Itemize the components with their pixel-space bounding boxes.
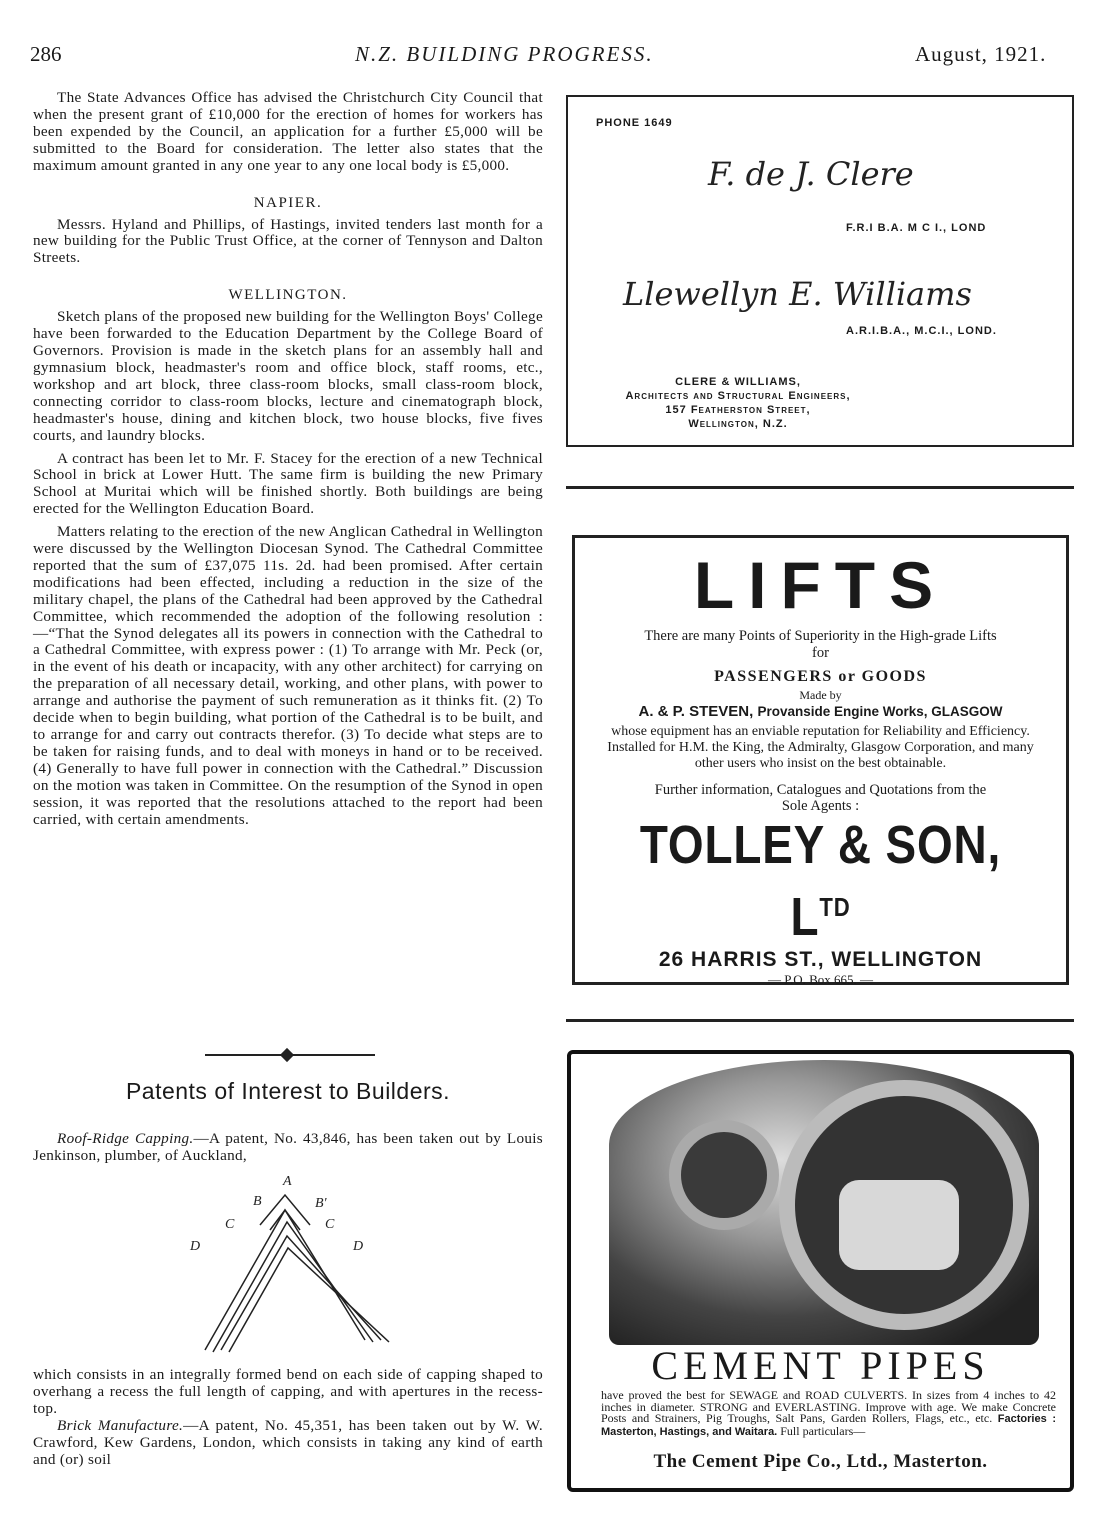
diagram-label: A — [283, 1174, 292, 1189]
heading-patents: Patents of Interest to Builders. — [125, 1078, 451, 1104]
manufacturer: A. & P. STEVEN, Provanside Engine Works, GLASGOW — [638, 703, 1003, 720]
pipe-company: The Cement Pipe Co., Ltd., Masterton. — [653, 1451, 988, 1472]
svg-text:D: D — [190, 1239, 201, 1254]
made-by: Made by — [799, 688, 842, 702]
svg-text:C: C — [325, 1217, 335, 1232]
article-technical-school: A contract has been let to Mr. F. Stacey for the erection of a new Technical School in brick at Lower Hutt. The same firm is building the new Primary School at Muritai which will be finished shortly. Both buildings are being erected for the Wellington Education Board. — [33, 449, 543, 518]
lifts-description: whose equipment has an enviable reputation for Reliability and Efficiency. Installed for H.M. the King, the Admiralty, Glasgow Corporation, and many other users who insist on the best obtainable. — [607, 724, 1034, 771]
svg-text:B: B — [253, 1194, 262, 1209]
lifts-intro: There are many Points of Superiority in the High-grade Lifts for — [644, 628, 997, 661]
column-rule — [566, 486, 1074, 489]
lifts-title: LIFTS — [693, 548, 948, 622]
ad-clere-williams — [566, 95, 1074, 447]
roof-ridge-diagram — [175, 1170, 415, 1360]
firm-address: CLERE & WILLIAMS, Architects and Structural Engineers, 157 Featherston Street, Wellington, N.Z. — [625, 376, 851, 430]
lifts-passengers-goods: PASSENGERS or GOODS — [714, 668, 927, 685]
credentials-clere: F.R.I B.A. M C I., LOND — [846, 222, 987, 234]
heading-napier: NAPIER. — [253, 194, 323, 211]
divider-ornament — [280, 1048, 294, 1062]
patent-roof-ridge: Roof-Ridge Capping.—A patent, No. 43,846, has been taken out by Louis Jenkinson, plumber, of Auckland, — [33, 1130, 544, 1164]
svg-text:C: C — [225, 1217, 235, 1232]
patent-brick: Brick Manufacture.—A patent, No. 45,351, has been taken out by W. W. Crawford, Kew Gardens, London, which consists in taking any kind of earth and (or) soil — [33, 1416, 543, 1468]
heading-wellington: WELLINGTON. — [228, 287, 348, 304]
svg-text:D: D — [353, 1239, 364, 1254]
medium-pipe — [669, 1120, 779, 1230]
signature-clere: F. de J. Clere — [708, 155, 914, 193]
article-boys-college: Sketch plans of the proposed new building for the Wellington Boys' College have been forwarded to the Education Department by the College Board of Governors. Provision is made in the sketch plans for an assembly hall and gymnasium block, headmaster's room and office block, staff rooms, etc., workshop and art block, three class-room blocks, small class-room block, connecting corridor to class-room blocks, lecture and cinematograph block, headmaster's house, dining and kitchen block, two house blocks, five fives courts, and laundry blocks. — [33, 308, 543, 444]
signature-williams: Llewellyn E. Williams — [623, 275, 972, 313]
patent-title: Roof-Ridge Capping. — [57, 1130, 194, 1147]
publication-title: N.Z. BUILDING PROGRESS. — [355, 42, 654, 66]
ad-cement-pipes — [567, 1050, 1074, 1492]
svg-text:B': B' — [315, 1196, 327, 1211]
left-column-bottom — [33, 1367, 543, 1468]
column-rule — [566, 1019, 1074, 1022]
po-box: — P.O. Box 665. — — [767, 972, 874, 987]
issue-date: August, 1921. — [915, 42, 1047, 66]
further-info: Further information, Catalogues and Quotations from the Sole Agents : — [654, 782, 987, 814]
article-napier: Messrs. Hyland and Phillips, of Hastings, invited tenders last month for a new building for the Public Trust Office, at the corner of Tennyson and Dalton Streets. — [33, 215, 543, 267]
agent-address: 26 HARRIS ST., WELLINGTON — [658, 948, 983, 971]
credentials-williams: A.R.I.B.A., M.C.I., LOND. — [846, 325, 997, 337]
article-christchurch: The State Advances Office has advised the Christchurch City Council that when the present grant of £10,000 for the erection of homes for workers has been expended by the Council, an application for a further £5,000 will be submitted to the Board for consideration. The letter also states that the maximum amount granted in any one year to any one local body is £5,000. — [33, 89, 543, 174]
cement-pipes-title: CEMENT PIPES — [651, 1343, 990, 1388]
phone-number: PHONE 1649 — [596, 117, 673, 129]
small-pipe-fittings — [839, 1180, 959, 1270]
left-column — [33, 90, 543, 828]
pipes-photo — [609, 1060, 1039, 1345]
patent-title: Brick Manufacture. — [57, 1416, 184, 1434]
patent-roof-ridge-continued: which consists in an integrally formed bend on each side of capping shaped to overhang a recess the full length of capping, and with apertures in the recess-top. — [33, 1366, 543, 1417]
sole-agent: TOLLEY & SON, $L^{TD}$ — [639, 815, 1002, 947]
article-cathedral: Matters relating to the erection of the new Anglican Cathedral in Wellington were discussed by the Wellington Diocesan Synod. The Cathedral Committee reported that the sum of £37,075 11s. 2d. had been promised. After certain modifications had been effected, including a reduction in the size of the military chapel, the plans of the Cathedral had been approved by the Cathedral Committee, which recommended the adoption of the following resolution :—“That the Synod delegates all its powers in connection with the Cathedral to a Cathedral Committee, with express power : (1) To arrange with Mr. Peck (or, in the event of his death or incapacity, with any other architect) for carrying on the preparation of all necessary detail, working, and other plans, with power to arrange and authorise the payment of such remuneration as it thinks fit. (2) To decide when to begin building, what portion of the Cathedral is to be built, and to arrange for and carry out contracts therefor. (3) To decide what steps are to be taken for raising funds, and to deal with moneys in hand or to be received. (4) Generally to have full power in connection with the Cathedral.” Discussion on the motion was taken in Committee. On the resumption of the Synod in open session, it was reported that the resolutions attached to the report had been carried, with certain amendments. — [33, 523, 543, 828]
page-number: 286 — [30, 42, 62, 66]
pipes-description: have proved the best for SEWAGE and ROAD CULVERTS. In sizes from 4 inches to 42 inches in diameter. STRONG and EVERLASTING. Improve with age. We make Concrete Posts and Strainers, Pig Troughs, Salt Pans, Garden Rollers, Flags, etc., etc. Factories : Masterton, Hastings, and Waitara. Full particulars— — [601, 1388, 1056, 1438]
ad-lifts — [572, 535, 1069, 985]
